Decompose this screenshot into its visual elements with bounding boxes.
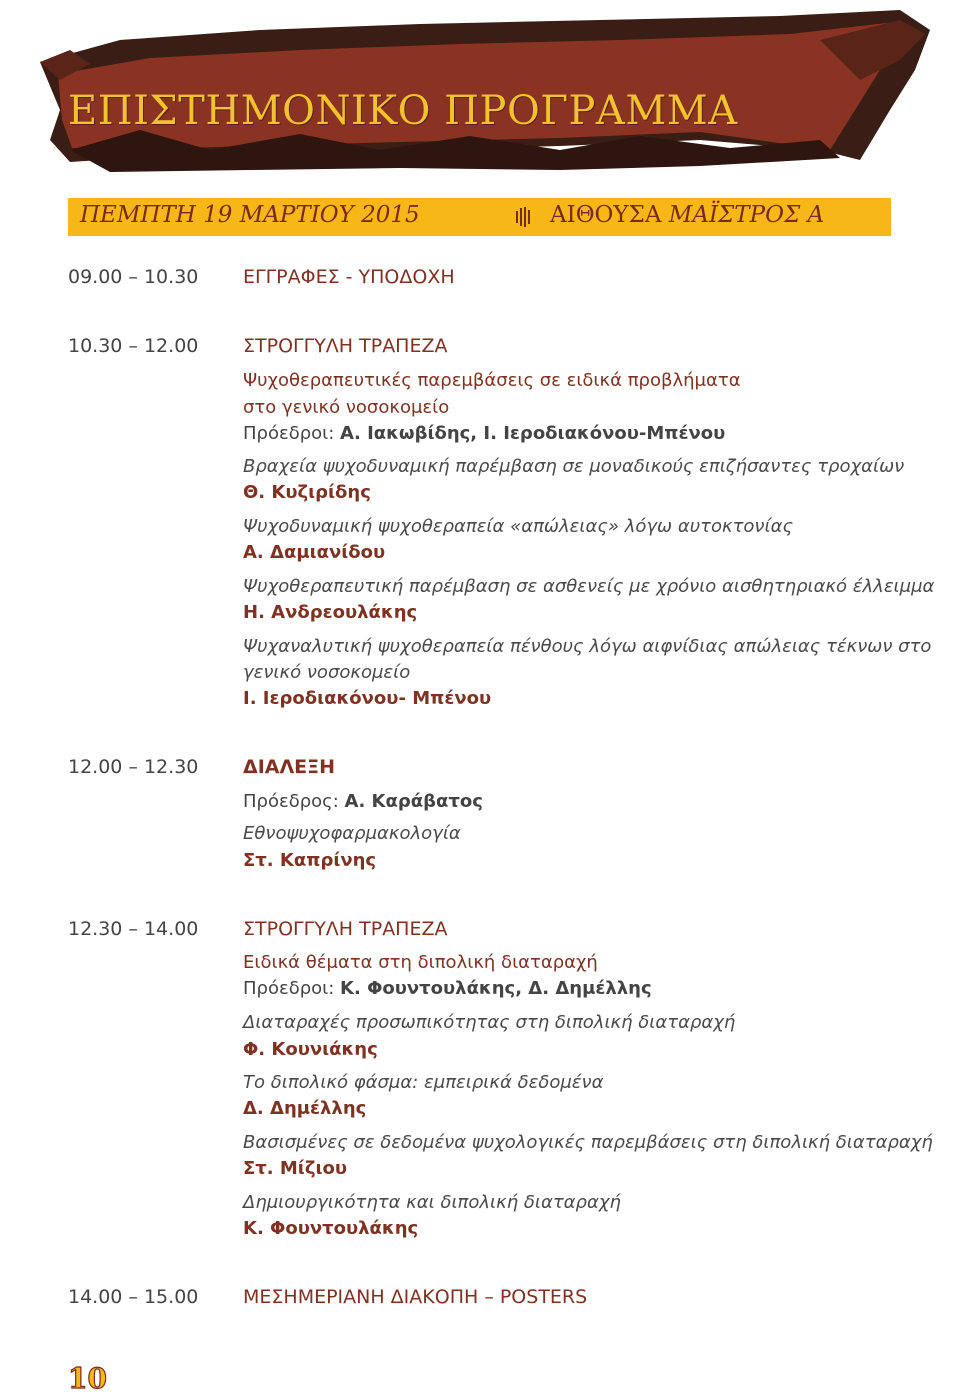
speaker-name: Στ. Μίζιου	[243, 1158, 347, 1179]
talk-title: Ψυχαναλυτική ψυχοθεραπεία πένθους λόγω αιφνίδιας απώλειας τέκνων στο	[243, 636, 932, 657]
header-banner	[0, 0, 960, 175]
session-time: 12.30 – 14.00	[68, 918, 199, 940]
chairs-names: Κ. Φουντουλάκης, Δ. Δημέλλης	[340, 978, 652, 999]
vertical-bars-icon	[516, 207, 532, 227]
session-time: 14.00 – 15.00	[68, 1286, 199, 1308]
talk-title: Βραχεία ψυχοδυναμική παρέμβαση σε μοναδικούς επιζήσαντες τροχαίων	[243, 456, 905, 477]
session-title: ΔΙΑΛΕΞΗ	[243, 756, 336, 778]
speaker-name: Στ. Καπρίνης	[243, 850, 377, 871]
speaker-name: Α. Δαμιανίδου	[243, 542, 386, 563]
svg-text:10: 10	[68, 1364, 107, 1392]
session-title: ΕΓΓΡΑΦΕΣ - ΥΠΟΔΟΧΗ	[243, 266, 455, 288]
speaker-name: Ι. Ιεροδιακόνου- Μπένου	[243, 688, 492, 709]
page-number	[68, 1364, 112, 1392]
day-header	[68, 198, 891, 236]
session-chairs: Πρόεδροι: Α. Ιακωβίδης, Ι. Ιεροδιακόνου-Μπένου	[243, 423, 726, 444]
chair-name: Α. Καράβατος	[344, 791, 483, 812]
talk-title: Βασισμένες σε δεδομένα ψυχολογικές παρεμβάσεις στη διπολική διαταραχή	[243, 1132, 933, 1153]
talk-title: γενικό νοσοκομείο	[243, 662, 411, 683]
talk-title: Ψυχοδυναμική ψυχοθεραπεία «απώλειας» λόγω αυτοκτονίας	[243, 516, 794, 537]
chairs-names: Α. Ιακωβίδης, Ι. Ιεροδιακόνου-Μπένου	[340, 423, 726, 444]
speaker-name: Θ. Κυζιρίδης	[243, 482, 371, 503]
talk-title: Δημιουργικότητα και διπολική διαταραχή	[243, 1192, 621, 1213]
page-title: ΕΠΙΣΤΗΜΟΝΙΚΟ ΠΡΟΓΡΑΜΜΑ	[68, 88, 738, 134]
session-topic: Ειδικά θέματα στη διπολική διαταραχή	[243, 952, 598, 973]
session-title: ΜΕΣΗΜΕΡΙΑΝΗ ΔΙΑΚΟΠΗ – POSTERS	[243, 1286, 588, 1308]
talk-title: Εθνοψυχοφαρμακολογία	[243, 823, 461, 844]
hall-name: ΜΑΪΣΤΡΟΣ Α	[668, 202, 825, 228]
session-chairs: Πρόεδροι: Κ. Φουντουλάκης, Δ. Δημέλλης	[243, 978, 652, 999]
session-topic: στο γενικό νοσοκομείο	[243, 397, 450, 418]
session-time: 12.00 – 12.30	[68, 756, 199, 778]
session-chair: Πρόεδρος: Α. Καράβατος	[243, 791, 483, 812]
talk-title: Ψυχοθεραπευτική παρέμβαση σε ασθενείς με χρόνιο αισθητηριακό έλλειμμα	[243, 576, 935, 597]
session-title: ΣΤΡΟΓΓΥΛΗ ΤΡΑΠΕΖΑ	[243, 918, 448, 940]
session-topic: Ψυχοθεραπευτικές παρεμβάσεις σε ειδικά προβλήματα	[243, 370, 741, 391]
speaker-name: Δ. Δημέλλης	[243, 1098, 367, 1119]
speaker-name: Κ. Φουντουλάκης	[243, 1218, 419, 1239]
session-time: 10.30 – 12.00	[68, 335, 199, 357]
talk-title: Διαταραχές προσωπικότητας στη διπολική διαταραχή	[243, 1012, 736, 1033]
speaker-name: Φ. Κουνιάκης	[243, 1039, 378, 1060]
session-time: 09.00 – 10.30	[68, 266, 199, 288]
hall-label: ΑΙΘΟΥΣΑ ΜΑΪΣΤΡΟΣ Α	[550, 202, 825, 228]
day-date: ΠΕΜΠΤΗ 19 ΜΑΡΤΙΟΥ 2015	[80, 202, 420, 228]
session-title: ΣΤΡΟΓΓΥΛΗ ΤΡΑΠΕΖΑ	[243, 335, 448, 357]
talk-title: Το διπολικό φάσμα: εμπειρικά δεδομένα	[243, 1072, 604, 1093]
speaker-name: Η. Ανδρεουλάκης	[243, 602, 418, 623]
